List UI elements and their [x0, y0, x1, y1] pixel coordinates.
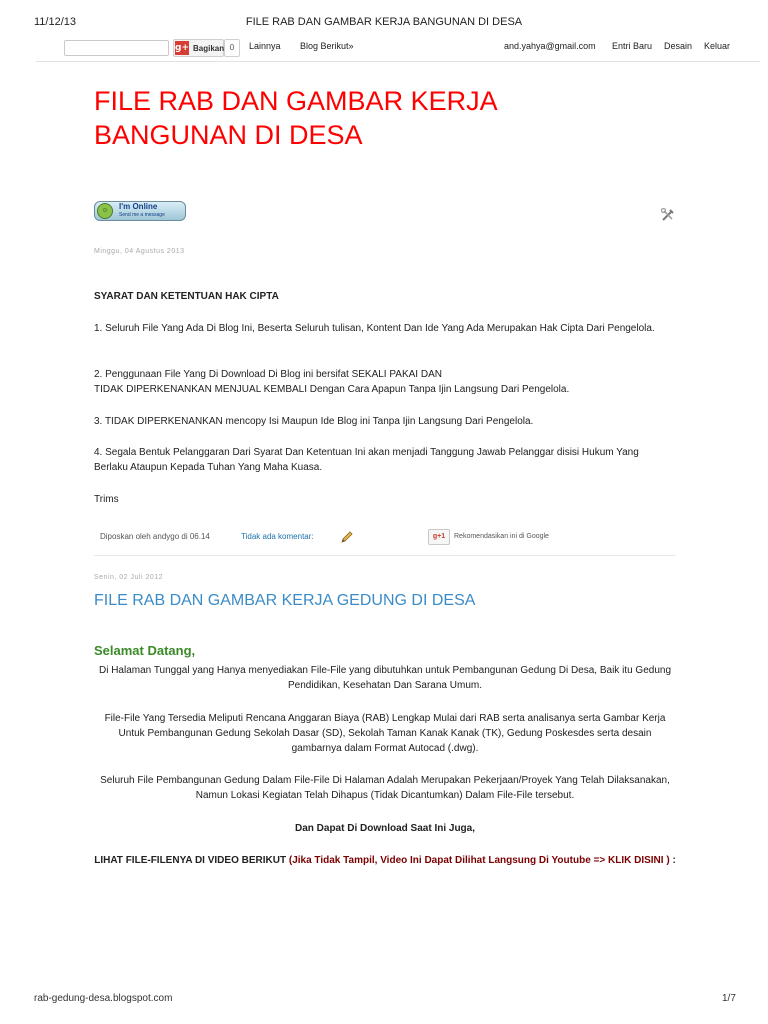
edit-pencil-icon[interactable] — [340, 530, 354, 544]
post2-paragraph-1: Di Halaman Tunggal yang Hanya menyediakan File-File yang dibutuhkan untuk Pembangunan Gedung Di Desa, Baik itu Gedung Pendidikan, Kesehatan Dan Sarana Umum. — [98, 665, 672, 691]
youtube-link[interactable]: (Jika Tidak Tampil, Video Ini Dapat Dilihat Langsung Di Youtube => KLIK DISINI ) — [288, 855, 670, 866]
post-paragraph-1: 1. Seluruh File Yang Ada Di Blog Ini, Beserta Seluruh tulisan, Kontent Dan Ide Yang Ada Merupakan Hak Cipta Dari Pengelola. — [94, 323, 655, 334]
next-blog-link[interactable]: Blog Berikut» — [300, 41, 354, 51]
print-page-number: 1/7 — [722, 993, 736, 1004]
print-date: 11/12/13 — [34, 16, 77, 28]
post-date-header-2: Senin, 02 Juli 2012 — [94, 574, 164, 581]
comments-link[interactable]: Tidak ada komentar: — [241, 532, 314, 541]
post-paragraph-2b: TIDAK DIPERKENANKAN MENJUAL KEMBALI Dengan Cara Apapun Tanpa Ijin Langsung Dari Pengelola. — [94, 384, 570, 395]
logout-link[interactable]: Keluar — [704, 41, 731, 51]
design-link[interactable]: Desain — [664, 41, 693, 51]
more-menu-link[interactable]: Lainnya — [249, 41, 281, 51]
post-paragraph-4: 4. Segala Bentuk Pelanggaran Dari Syarat Dan Ketentuan Ini akan menjadi Tanggung Jawab Pelanggar disisi Hukum Yang Berlaku Ataupun Kepada Tuhan Yang Maha Kuasa. — [94, 447, 639, 473]
download-note: Dan Dapat Di Download Saat Ini Juga, — [294, 823, 476, 834]
share-count: 0 — [224, 39, 240, 57]
video-note-colon: : — [672, 855, 676, 866]
post-paragraph-2a: 2. Penggunaan File Yang Di Download Di Blog ini bersifat SEKALI PAKAI DAN — [94, 369, 442, 380]
im-online-badge[interactable] — [94, 201, 186, 221]
print-footer-url: rab-gedung-desa.blogspot.com — [34, 993, 173, 1004]
gplus-share-button[interactable] — [173, 39, 224, 57]
post2-paragraph-2: File-File Yang Tersedia Meliputi Rencana Anggaran Biaya (RAB) Lengkap Mulai dari RAB serta analisanya serta Gambar Kerja Untuk Pembangunan Gedung Sekolah Dasar (SD), Sekolah Taman Kanak Kanak (TK), Gedung Poskesdes serta desain gambarnya dalam Format Autocad (.dwg). — [104, 713, 666, 754]
new-post-link[interactable]: Entri Baru — [612, 41, 653, 51]
post-heading: SYARAT DAN KETENTUAN HAK CIPTA — [94, 291, 279, 302]
quick-edit-tools-icon[interactable] — [660, 207, 676, 223]
smiley-icon: ☺ — [97, 203, 113, 219]
video-note-text: LIHAT FILE-FILENYA DI VIDEO BERIKUT — [94, 855, 287, 866]
post-date-header: Minggu, 04 Agustus 2013 — [94, 248, 185, 255]
post-footer — [94, 527, 676, 556]
navbar-search-input[interactable] — [64, 40, 169, 56]
recommend-google: Rekomendasikan ini di Google — [454, 533, 549, 540]
blogger-navbar — [36, 33, 760, 62]
gplus-one-button[interactable]: g+1 — [428, 529, 450, 545]
print-page-title: FILE RAB DAN GAMBAR KERJA BANGUNAN DI DESA — [245, 16, 523, 28]
gplus-icon: g+ — [175, 43, 189, 53]
welcome-heading: Selamat Datang, — [94, 643, 196, 658]
blog-title[interactable]: FILE RAB DAN GAMBAR KERJA BANGUNAN DI DESA — [94, 86, 497, 150]
post-signoff: Trims — [94, 494, 119, 505]
post2-paragraph-3: Seluruh File Pembangunan Gedung Dalam File-File Di Halaman Adalah Merupakan Pekerjaan/Proyek Yang Telah Dilaksanakan, Namun Lokasi Kegiatan Telah Dihapus (Tidak Dicantumkan) Dalam File-File tersebut. — [100, 775, 670, 801]
post-title-2[interactable]: FILE RAB DAN GAMBAR KERJA GEDUNG DI DESA — [94, 592, 476, 609]
posted-by: Diposkan oleh andygo di 06.14 — [100, 532, 210, 541]
online-badge-sublabel: Send me a message — [119, 212, 165, 218]
post-paragraph-3: 3. TIDAK DIPERKENANKAN mencopy Isi Maupun Ide Blog ini Tanpa Ijin Langsung Dari Pengelola. — [94, 416, 534, 427]
share-label: Bagikan — [192, 43, 225, 53]
video-note — [94, 853, 676, 868]
user-email: and.yahya@gmail.com — [504, 41, 596, 51]
online-badge-label: I'm Online — [119, 202, 158, 211]
